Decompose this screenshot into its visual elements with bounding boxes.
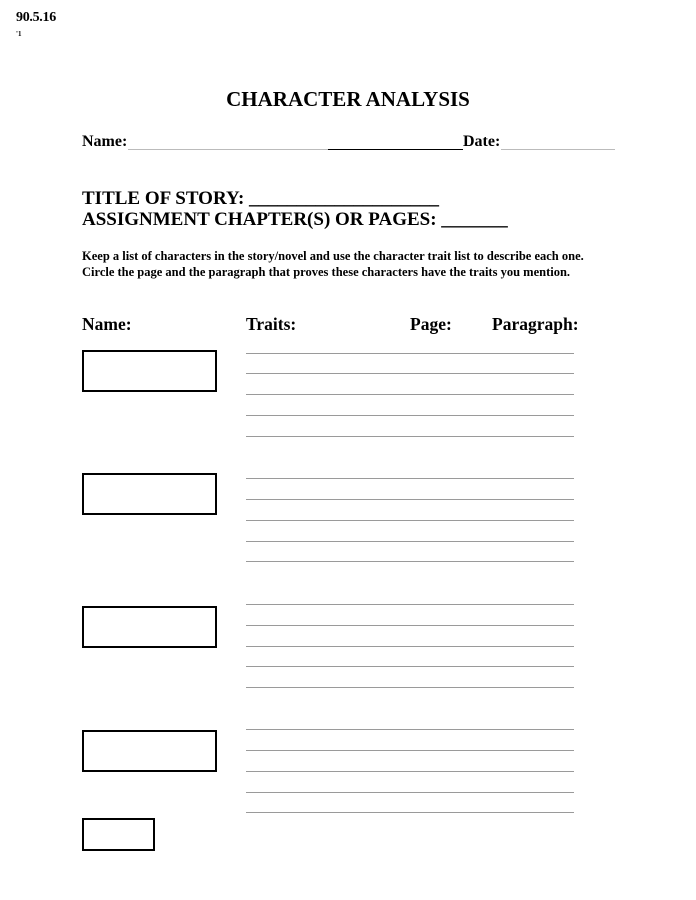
trait-line[interactable] [246, 353, 574, 354]
date-line[interactable] [501, 149, 615, 150]
name-line[interactable] [128, 149, 328, 150]
trait-line[interactable] [246, 646, 574, 647]
corner-code: 90.5.16 [16, 10, 56, 25]
character-name-box[interactable] [82, 730, 217, 772]
character-name-box[interactable] [82, 818, 155, 851]
trait-line[interactable] [246, 436, 574, 437]
trait-line[interactable] [246, 541, 574, 542]
name-label: Name: [82, 133, 128, 150]
character-name-box[interactable] [82, 606, 217, 648]
trait-line[interactable] [246, 750, 574, 751]
trait-line[interactable] [246, 415, 574, 416]
character-name-box[interactable] [82, 350, 217, 392]
trait-line[interactable] [246, 499, 574, 500]
trait-line[interactable] [246, 771, 574, 772]
trait-line[interactable] [246, 687, 574, 688]
trait-line[interactable] [246, 394, 574, 395]
trait-line[interactable] [246, 792, 574, 793]
column-header-page: Page: [410, 314, 452, 334]
corner-mark: '1 [16, 30, 22, 38]
trait-line[interactable] [246, 604, 574, 605]
trait-line[interactable] [246, 625, 574, 626]
trait-line[interactable] [246, 666, 574, 667]
trait-line[interactable] [246, 812, 574, 813]
title-of-story-label: TITLE OF STORY: ____________________ [82, 188, 440, 209]
column-header-paragraph: Paragraph: [492, 314, 579, 334]
trait-line[interactable] [246, 520, 574, 521]
trait-line[interactable] [246, 729, 574, 730]
character-name-box[interactable] [82, 473, 217, 515]
column-header-traits: Traits: [246, 314, 297, 334]
trait-line[interactable] [246, 373, 574, 374]
date-label: Date: [463, 133, 501, 150]
column-header-name: Name: [82, 314, 132, 334]
assignment-label: ASSIGNMENT CHAPTER(S) OR PAGES: _______ [82, 209, 508, 230]
trait-line[interactable] [246, 561, 574, 562]
trait-line[interactable] [246, 478, 574, 479]
page-title: CHARACTER ANALYSIS [226, 87, 470, 111]
name-line-extension[interactable] [328, 149, 463, 150]
instructions: Keep a list of characters in the story/novel and use the character trait list to describe each one. Circle the page and the paragraph that proves these characters have the traits you mention. [82, 249, 584, 279]
